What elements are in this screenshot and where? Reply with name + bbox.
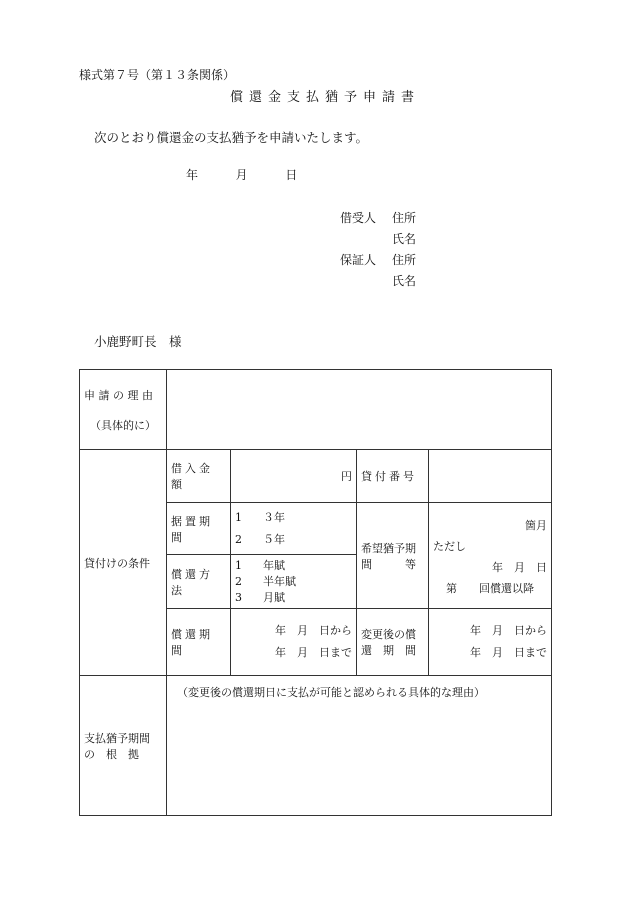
repay-period-label: 償還期間 <box>167 609 231 676</box>
grace-option-text: ５年 <box>263 532 285 546</box>
grace-option-num: 2 <box>235 532 242 546</box>
desired-date: 年 月 日 <box>492 561 547 574</box>
repay-option-num: 2 <box>235 574 242 588</box>
basis-note: （変更後の償還期日に支払が可能と認められる具体的な理由） <box>177 686 485 699</box>
reason-label-cell <box>80 370 167 450</box>
intro-text: 次のとおり償還金の支払猶予を申請いたします。 <box>94 130 369 145</box>
loan-number-label: 貸付番号 <box>357 450 429 503</box>
grace-period-options[interactable] <box>231 503 357 555</box>
changed-period-input[interactable] <box>429 609 552 676</box>
guarantor-role: 保証人 <box>340 253 377 267</box>
repay-method-options[interactable] <box>231 555 357 609</box>
basis-input[interactable] <box>167 676 552 816</box>
reason-sublabel: （具体的に） <box>90 418 156 432</box>
loan-number-input[interactable] <box>429 450 552 503</box>
loan-amount-label: 借入金額 <box>167 450 231 503</box>
loan-amount-unit: 円 <box>341 470 352 483</box>
desired-grace-label <box>357 503 429 609</box>
basis-label-2: の 根 拠 <box>84 747 139 761</box>
grace-option-num: 1 <box>235 510 242 524</box>
borrower-role: 借受人 <box>340 211 377 225</box>
repay-option-num: 1 <box>235 558 242 572</box>
date-line <box>186 166 297 183</box>
borrower-name-label: 氏名 <box>392 232 417 246</box>
loan-conditions-label: 貸付けの条件 <box>80 450 167 676</box>
basis-label-1: 支払猶予期間 <box>84 731 150 745</box>
changed-period-to: 年 月 日まで <box>470 646 547 659</box>
applicant-block <box>340 208 416 292</box>
addressee: 小鹿野町長 様 <box>94 334 182 349</box>
changed-period-label-2: 還 期 間 <box>361 644 416 657</box>
date-month: 月 <box>235 168 248 182</box>
desired-grace-label-1: 希望猶予期 <box>361 541 416 555</box>
desired-grace-label-2: 間 等 <box>361 557 416 571</box>
document-title: 償還金支払猶予申請書 <box>230 90 421 105</box>
repay-method-label: 償還方法 <box>167 555 231 609</box>
grace-option-text: ３年 <box>263 510 285 524</box>
guarantor-name-label: 氏名 <box>392 274 417 288</box>
repay-period-to: 年 月 日まで <box>275 646 352 659</box>
loan-amount-row <box>80 450 552 503</box>
desired-from: 第 回償還以降 <box>446 582 534 595</box>
repay-option-num: 3 <box>235 590 242 604</box>
repay-period-input[interactable] <box>231 609 357 676</box>
changed-period-label <box>357 609 429 676</box>
repay-option-text: 半年賦 <box>263 574 296 588</box>
loan-amount-input[interactable] <box>231 450 357 503</box>
repay-option-text: 年賦 <box>263 558 285 572</box>
borrower-address-label: 住所 <box>392 211 417 225</box>
desired-months-unit: 箇月 <box>525 519 547 532</box>
guarantor-address-label: 住所 <box>392 253 417 267</box>
repay-option-text: 月賦 <box>263 590 285 604</box>
form-number: 様式第７号（第１３条関係） <box>79 68 236 82</box>
grace-period-label: 据置期間 <box>167 503 231 555</box>
desired-grace-input[interactable] <box>429 503 552 609</box>
changed-period-label-1: 変更後の償 <box>361 628 416 641</box>
reason-row <box>80 370 552 450</box>
date-year: 年 <box>186 168 199 182</box>
date-day: 日 <box>285 168 298 182</box>
basis-label <box>80 676 167 816</box>
reason-label: 申 請 の 理 由 <box>84 388 153 402</box>
reason-input[interactable] <box>167 370 552 450</box>
application-table <box>79 369 552 816</box>
repay-period-from: 年 月 日から <box>275 624 352 637</box>
basis-row <box>80 676 552 816</box>
changed-period-from: 年 月 日から <box>470 624 547 637</box>
desired-however: ただし <box>433 540 466 553</box>
